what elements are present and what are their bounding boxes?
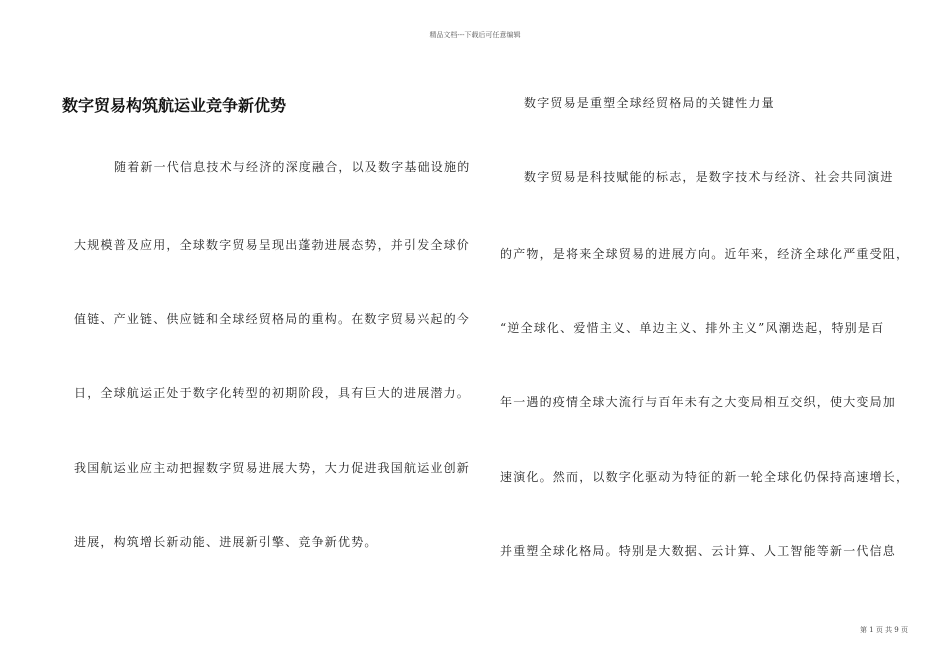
paragraph-line: 我国航运业应主动把握数字贸易进展大势，大力促进我国航运业创新 — [74, 461, 471, 475]
paragraph-line: 数字贸易是科技赋能的标志，是数字技术与经济、社会共同演进 — [524, 170, 894, 184]
paragraph-line: 并重塑全球化格局。特别是大数据、云计算、人工智能等新一代信息 — [500, 544, 897, 558]
document-header: 精品文档---下载后可任意编辑 — [429, 31, 521, 39]
paragraph-line: 值链、产业链、供应链和全球经贸格局的重构。在数字贸易兴起的今 — [74, 312, 471, 326]
paragraph-line: 年一遇的疫情全球大流行与百年未有之大变局相互交织，使大变局加 — [500, 395, 897, 409]
paragraph-line: 的产物，是将来全球贸易的进展方向。近年来，经济全球化严重受阻， — [500, 247, 910, 261]
paragraph-line: 大规模普及应用，全球数字贸易呈现出蓬勃进展态势，并引发全球价 — [74, 238, 471, 252]
paragraph-line: “逆全球化、爱惜主义、单边主义、排外主义”风潮迭起，特别是百 — [500, 321, 885, 335]
section-heading: 数字贸易是重塑全球经贸格局的关键性力量 — [524, 96, 775, 110]
paragraph-line: 速演化。然而，以数字化驱动为特征的新一轮全球化仍保持高速增长， — [500, 470, 910, 484]
page-title: 数字贸易构筑航运业竞争新优势 — [62, 96, 287, 115]
paragraph-line: 日，全球航运正处于数字化转型的初期阶段，具有巨大的进展潜力。 — [74, 386, 471, 400]
page-number: 第 1 页 共 9 页 — [859, 626, 908, 634]
paragraph-line: 随着新一代信息技术与经济的深度融合，以及数字基础设施的 — [114, 160, 471, 174]
paragraph-line: 进展，构筑增长新动能、进展新引擎、竞争新优势。 — [74, 535, 378, 549]
